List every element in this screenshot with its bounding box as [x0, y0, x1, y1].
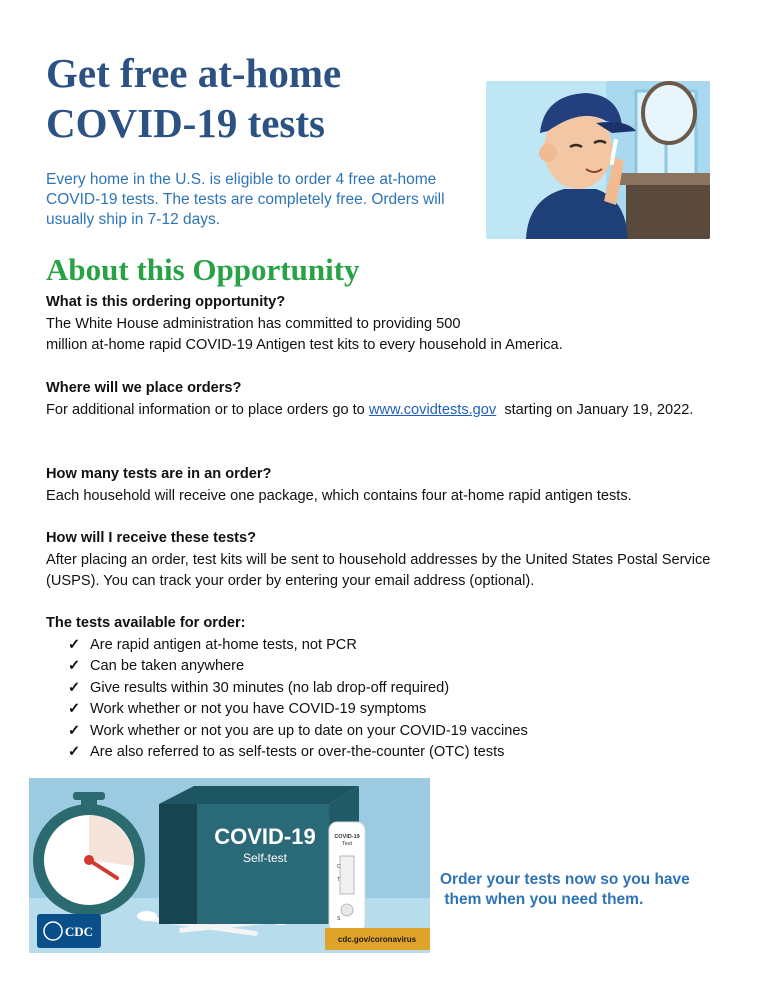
page-title: [46, 48, 341, 148]
test-mark-t: T: [337, 877, 341, 883]
box-subtitle: Self-test: [242, 851, 288, 865]
faq-question: What is this ordering opportunity?: [46, 294, 286, 310]
list-item: [68, 742, 736, 764]
list-item: [68, 678, 736, 700]
test-label-2: Test: [341, 841, 353, 847]
box-title: COVID-19: [214, 824, 316, 849]
list-item-text: Are also referred to as self-tests or over-the-counter (OTC) tests: [90, 744, 505, 760]
faq-answer: After placing an order, test kits will be sent to household addresses by the United States Postal Service (USPS). You can track your order by entering your email address (optional).: [46, 551, 711, 589]
tests-list-heading: The tests available for order:: [46, 615, 246, 631]
hero-illustration: [486, 81, 710, 239]
page-title-line-2: COVID-19 tests: [46, 100, 325, 146]
faq-item-place-orders: [46, 378, 736, 421]
cdc-url: cdc.gov/coronavirus: [337, 935, 417, 944]
faq-question: How will I receive these tests?: [46, 530, 257, 546]
list-item: [68, 656, 736, 678]
cdc-logo-text: CDC: [64, 924, 94, 939]
order-note-line-1: Order your tests now so you have: [440, 871, 690, 888]
list-item: [68, 699, 736, 721]
order-note-line-2: them when you need them.: [444, 891, 644, 908]
list-item-text: Give results within 30 minutes (no lab drop-off required): [90, 679, 450, 696]
faq-item-ordering-opportunity: [46, 292, 736, 357]
faq-question: Where will we place orders?: [46, 380, 242, 396]
test-mark-c: C: [337, 864, 341, 870]
faq-answer-before-link: For additional information or to place orders go to: [46, 401, 365, 418]
test-mark-s: S: [337, 916, 341, 922]
checkmark-icon: ✓: [68, 722, 81, 739]
test-label-1: COVID-19: [334, 834, 360, 840]
list-item-text: Work whether or not you are up to date on your COVID-19 vaccines: [90, 722, 528, 739]
faq-answer: [46, 314, 736, 357]
checkmark-icon: ✓: [68, 744, 81, 760]
intro-text: Every home in the U.S. is eligible to order 4 free at-home COVID-19 tests. The tests are completely free. Orders will usually ship in 7-12 days.: [46, 171, 445, 228]
faq-answer-after-link: starting on January 19, 2022.: [504, 401, 694, 418]
self-test-banner: [29, 778, 430, 953]
list-item: [68, 721, 736, 743]
faq-item-receive-tests: [46, 528, 736, 593]
faq-answer-line-1: The White House administration has committed to providing 500: [46, 315, 461, 332]
tests-list: [46, 613, 736, 764]
tests-list-items: [46, 635, 736, 764]
order-note: [440, 870, 740, 910]
list-item-text: Work whether or not you have COVID-19 symptoms: [90, 701, 427, 717]
list-item: [68, 635, 736, 657]
checkmark-icon: ✓: [68, 679, 81, 696]
faq-question: How many tests are in an order?: [46, 466, 272, 482]
checkmark-icon: ✓: [68, 701, 81, 717]
faq-answer-line-2: million at-home rapid COVID-19 Antigen test kits to every household in America.: [46, 337, 563, 353]
faq-item-tests-per-order: [46, 464, 736, 507]
checkmark-icon: ✓: [68, 636, 81, 653]
cdc-logo: [37, 914, 101, 948]
faq-answer: [46, 400, 736, 422]
page-title-line-1: Get free at-home: [46, 50, 342, 96]
covidtests-link[interactable]: www.covidtests.gov: [368, 401, 497, 418]
section-title: About this Opportunity: [46, 252, 360, 287]
list-item-text: Can be taken anywhere: [90, 658, 245, 674]
faq-answer: Each household will receive one package, which contains four at-home rapid antigen tests.: [46, 487, 632, 504]
checkmark-icon: ✓: [68, 658, 81, 674]
test-cassette-icon: [329, 822, 365, 932]
list-item-text: Are rapid antigen at-home tests, not PCR: [90, 636, 357, 653]
